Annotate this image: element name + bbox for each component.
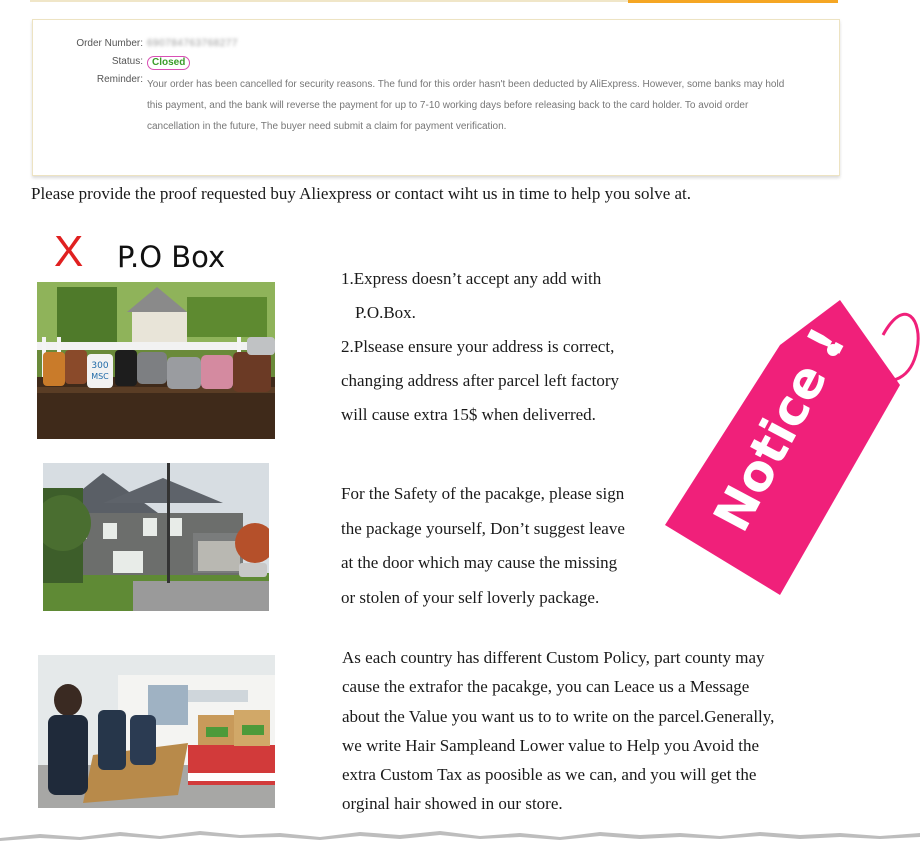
address-line: changing address after parcel left factory [341, 371, 619, 390]
custom-line: cause the extrafor the pacakge, you can Leace us a Message [342, 677, 750, 697]
mailbox-sign: MSC [91, 372, 109, 381]
torn-paper-edge [0, 820, 920, 852]
status-label: Status: [111, 56, 143, 67]
pobox-notice-text [341, 262, 619, 432]
safety-line: at the door which may cause the missing [341, 553, 618, 572]
address-line: 2.Plsease ensure your address is correct, [341, 337, 615, 356]
custom-policy-text [342, 643, 774, 819]
house-photo [43, 463, 269, 611]
reminder-label: Reminder: [96, 74, 143, 85]
top-accent-bar [628, 0, 838, 3]
mailboxes-photo [37, 282, 275, 439]
pobox-line: P.O.Box. [355, 303, 416, 322]
intro-text: Please provide the proof requested buy Aliexpress or contact wiht us in time to help you solve at. [31, 184, 692, 203]
safety-line: For the Safety of the pacakge, please sign [341, 484, 625, 503]
x-mark-icon: X [54, 227, 84, 276]
custom-line: extra Custom Tax as poosible as we can, and you will get the [342, 765, 757, 785]
status-row [33, 56, 190, 70]
safety-line: or stolen of your self loverly package. [341, 587, 600, 607]
pobox-heading: P.O Box [117, 240, 226, 274]
reminder-row [33, 74, 815, 137]
mailbox-number: 300 [91, 361, 109, 371]
reminder-line: this payment, and the bank will reverse the payment for up to 7-10 working days before releasing back to the card holder. To avoid order [147, 100, 749, 111]
pobox-line: 1.Express doesn’t accept any add with [341, 269, 602, 288]
customs-inspection-photo [38, 655, 275, 808]
reminder-line: Your order has been cancelled for security reasons. The fund for this order hasn't been deducted by AliExpress. However, some banks may hold [147, 79, 785, 90]
custom-line: we write Hair Sampleand Lower value to Help you Avoid the [342, 735, 760, 755]
order-number-row [33, 38, 238, 49]
order-number-label: Order Number: [76, 38, 143, 49]
reminder-text [147, 74, 815, 137]
custom-line: orginal hair showed in our store. [342, 794, 563, 814]
address-line: will cause extra 15$ when deliverred. [341, 405, 596, 424]
reminder-line: cancellation in the future, The buyer need submit a claim for payment verification. [147, 121, 507, 132]
order-info-panel [32, 19, 840, 176]
notice-tag-icon [655, 290, 920, 610]
notice-tag-text: Notice ! [702, 318, 858, 541]
order-number-value: 690784763768277 [147, 38, 238, 49]
package-safety-text [341, 477, 625, 615]
status-badge: Closed [147, 56, 190, 70]
custom-line: As each country has different Custom Policy, part county may [342, 648, 765, 667]
safety-line: the package yourself, Don’t suggest leave [341, 518, 625, 538]
custom-line: about the Value you want us to to write on the parcel.Generally, [342, 706, 775, 726]
